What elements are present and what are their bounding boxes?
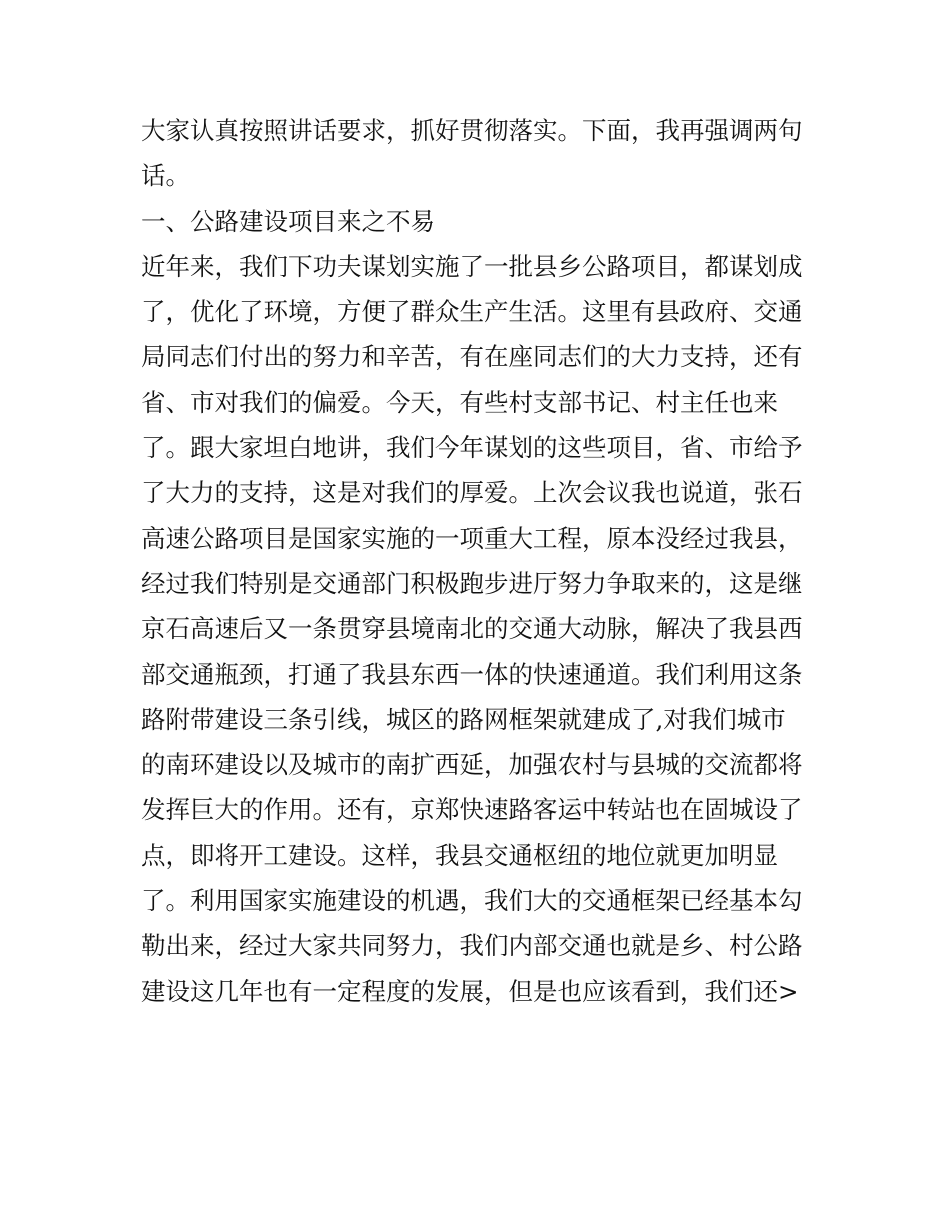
text-line: 局同志们付出的努力和辛苦，有在座同志们的大力支持，还有 <box>141 342 803 372</box>
text-line: 话。 <box>141 161 190 191</box>
text-line: 省、市对我们的偏爱。今天，有些村支部书记、村主任也来 <box>141 387 778 417</box>
text-line: 大家认真按照讲话要求，抓好贯彻落实。下面，我再强调两句 <box>141 116 803 145</box>
text-line: 了。跟大家坦白地讲，我们今年谋划的这些项目，省、市给予 <box>141 433 803 463</box>
text-line: 了。利用国家实施建设的机遇，我们大的交通框架已经基本勾 <box>141 886 803 916</box>
text-line: 京石高速后又一条贯穿县境南北的交通大动脉，解决了我县西 <box>141 614 803 644</box>
text-line: 路附带建设三条引线，城区的路网框架就建成了,对我们城市 <box>141 704 786 734</box>
text-line: 了大力的支持，这是对我们的厚爱。上次会议我也说道，张石 <box>141 478 803 508</box>
text-line: 发挥巨大的作用。还有，京郑快速路客运中转站也在固城设了 <box>141 795 803 825</box>
text-line: 部交通瓶颈，打通了我县东西一体的快速通道。我们利用这条 <box>141 659 803 689</box>
text-line: 经过我们特别是交通部门积极跑步进厅努力争取来的，这是继 <box>141 568 803 598</box>
section-heading: 一、公路建设项目来之不易 <box>141 206 435 236</box>
text-line: 近年来，我们下功夫谋划实施了一批县乡公路项目，都谋划成 <box>141 251 803 281</box>
text-line: 的南环建设以及城市的南扩西延，加强农村与县城的交流都将 <box>141 750 803 780</box>
text-line: 了，优化了环境，方便了群众生产生活。这里有县政府、交通 <box>141 297 803 327</box>
text-line: 高速公路项目是国家实施的一项重大工程，原本没经过我县， <box>141 523 803 553</box>
text-line: 建设这几年也有一定程度的发展，但是也应该看到，我们还> <box>141 976 799 1006</box>
text-line: 勒出来，经过大家共同努力，我们内部交通也就是乡、村公路 <box>141 931 803 961</box>
text-line: 点，即将开工建设。这样，我县交通枢纽的地位就更加明显 <box>141 840 778 870</box>
body-text <box>141 108 821 1014</box>
